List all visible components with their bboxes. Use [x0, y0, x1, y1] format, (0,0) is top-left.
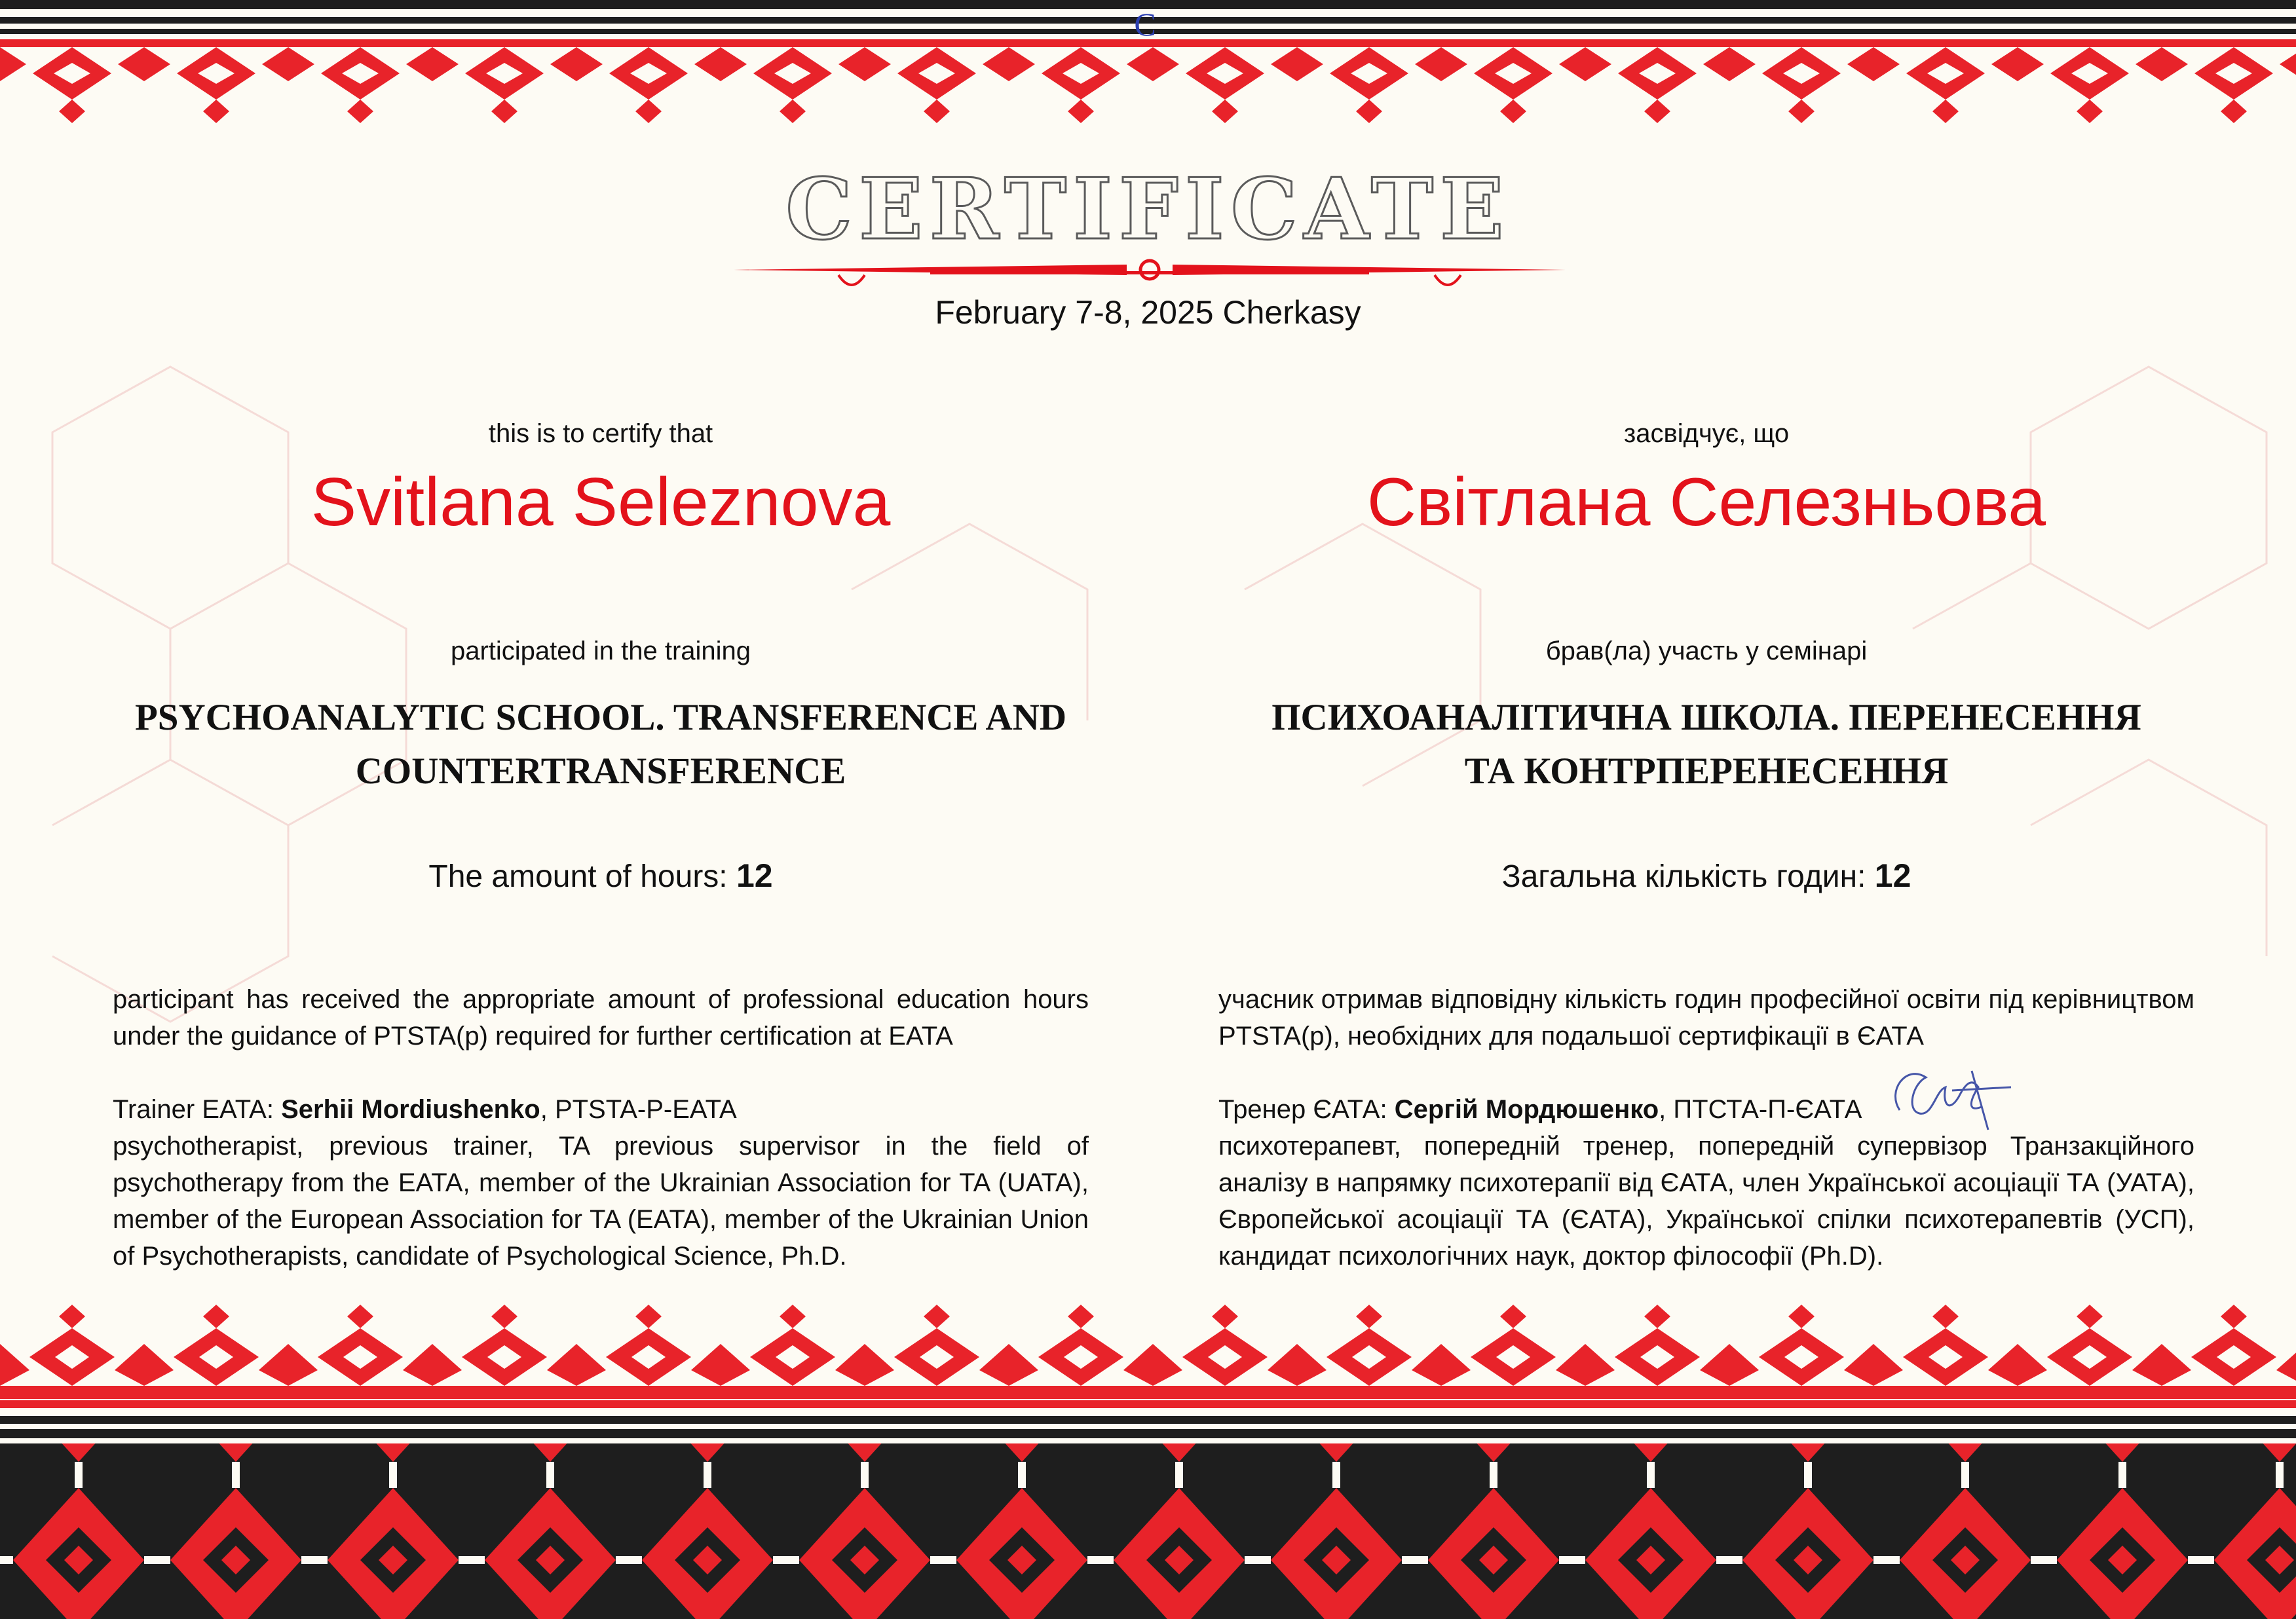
course-title-uk-line1: ПСИХОАНАЛІТИЧНА ШКОЛА. ПЕРЕНЕСЕННЯ — [1271, 697, 2141, 738]
course-title-en — [113, 691, 1089, 798]
participant-name-uk: Світлана Селезньова — [1366, 464, 2046, 540]
trainer-line-en — [113, 1091, 1089, 1128]
participant-name-en: Svitlana Seleznova — [311, 464, 891, 540]
trainer-prefix-en: Trainer EATA: — [113, 1095, 274, 1124]
trainer-line-uk — [1218, 1091, 2194, 1128]
trainer-name-uk: Сергій Мордюшенко — [1394, 1095, 1659, 1124]
certify-intro-uk: засвідчує, що — [1623, 419, 1790, 448]
date-and-place: February 7-8, 2025 Cherkasy — [935, 294, 1361, 331]
course-title-en-line1: PSYCHOANALYTIC SCHOOL. TRANSFERENCE AND — [134, 697, 1067, 738]
participated-label-en: participated in the training — [450, 637, 751, 665]
statement-en: participant has received the appropriate amount of professional education hours under the guidance of PTSTA(p) required for further certification at EATA — [113, 985, 1089, 1051]
hours-en — [113, 857, 1089, 895]
top-mark-letter: C — [1134, 6, 1156, 43]
hours-uk — [1218, 857, 2194, 895]
trainer-name-en: Serhii Mordiushenko — [281, 1095, 540, 1124]
bottom-ornament-border — [0, 1305, 2296, 1619]
certificate-title: CERTIFICATE — [785, 160, 1511, 259]
statement-uk: учасник отримав відповідну кількість годин професійної освіти під керівництвом PTSTA(p), необхідних для подальшої сертифікації в ЄАТА — [1218, 985, 2194, 1051]
hours-label-en: The amount of hours: — [428, 859, 728, 894]
hours-label-uk: Загальна кількість годин: — [1501, 859, 1866, 894]
course-title-en-line2: COUNTERTRANSFERENCE — [355, 751, 846, 792]
participated-label-uk: брав(ла) участь у семінарі — [1545, 637, 1868, 665]
certificate-title-block — [0, 160, 2296, 259]
trainer-suffix-uk: , ПТСТА-П-ЄАТА — [1659, 1095, 1862, 1124]
trainer-bio-uk: психотерапевт, попередній тренер, попередній супервізор Транзакційного аналізу в напрямку психотерапії від ЄАТА, член Української асоціації ТА (УАТА), Європейської асоціації ТА (ЄАТА), Української спілки психотерапевтів (УСП), кандидат психологічних наук, доктор філософії (Ph.D). — [1218, 1132, 2194, 1271]
trainer-suffix-en: , PTSTA-P-EATA — [540, 1095, 737, 1124]
hours-value-en: 12 — [736, 857, 773, 894]
course-title-uk — [1218, 691, 2194, 798]
trainer-signature — [1873, 1051, 2018, 1143]
trainer-bio-en: psychotherapist, previous trainer, TA previous supervisor in the field of psychotherapy from the EATA, member of the Ukrainian Association for TA (UATA), member of the European Association for TA (EATA), member of the Ukrainian Union of Psychotherapists, candidate of Psychological Science, Ph.D. — [113, 1132, 1089, 1271]
course-title-uk-line2: ТА КОНТРПЕРЕНЕСЕННЯ — [1464, 751, 1949, 792]
title-divider-ornament — [734, 255, 1566, 295]
certify-intro-en: this is to certify that — [488, 419, 713, 448]
hours-value-uk: 12 — [1874, 857, 1911, 894]
trainer-prefix-uk: Тренер ЄАТА: — [1218, 1095, 1387, 1124]
